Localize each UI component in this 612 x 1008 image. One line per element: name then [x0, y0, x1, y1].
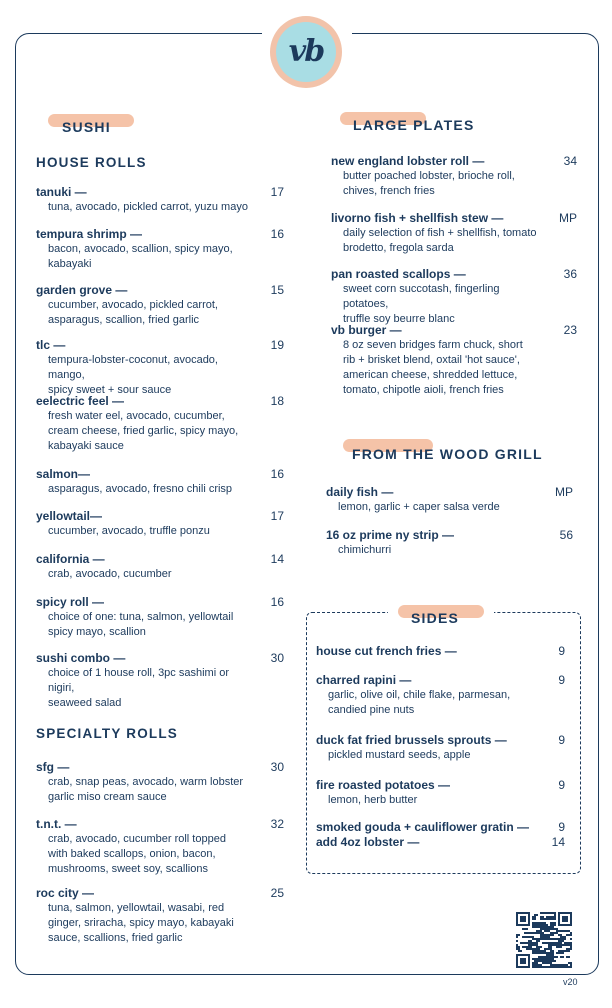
item-name: house cut french fries — [316, 644, 457, 658]
item-price: 56 [559, 528, 573, 542]
item-description: seaweed salad [48, 697, 122, 709]
item-price: 16 [270, 467, 284, 481]
menu-item [316, 673, 535, 718]
item-price: 18 [270, 394, 284, 408]
item-name: yellowtail— [36, 509, 103, 523]
item-name: pan roasted scallops — [331, 267, 466, 281]
menu-item [316, 733, 535, 763]
item-price: 15 [270, 283, 284, 297]
item-description: tomato, chipotle aioli, french fries [343, 384, 504, 396]
item-price: 34 [563, 154, 577, 168]
item-description: sauce, scallions, fried garlic [48, 932, 183, 944]
item-description: 8 oz seven bridges farm chuck, short [343, 339, 523, 351]
menu-item [316, 778, 535, 808]
item-name: tanuki — [36, 185, 87, 199]
specialty-rolls-title: SPECIALTY ROLLS [36, 726, 179, 741]
item-name: roc city — [36, 886, 95, 900]
menu-item [36, 817, 254, 877]
menu-item [326, 528, 543, 558]
item-description: choice of 1 house roll, 3pc sashimi or nigiri, [48, 667, 229, 694]
item-description: crab, snap peas, avocado, warm lobster [48, 776, 244, 788]
item-name: smoked gouda + cauliflower gratin — [316, 820, 530, 834]
item-price: 16 [270, 227, 284, 241]
item-name: new england lobster roll — [331, 154, 485, 168]
item-price: MP [555, 485, 573, 499]
menu-item [331, 267, 547, 327]
large-plates-title: LARGE PLATES [353, 117, 475, 133]
menu-item [36, 509, 254, 539]
item-name: livorno fish + shellfish stew — [331, 211, 504, 225]
item-description: with baked scallops, onion, bacon, [48, 848, 216, 860]
item-name: spicy roll — [36, 595, 105, 609]
item-description: cucumber, avocado, pickled carrot, [48, 299, 218, 311]
item-description: american cheese, shredded lettuce, [343, 369, 518, 381]
item-description: bacon, avocado, scallion, spicy mayo, [48, 243, 233, 255]
item-name: sfg — [36, 760, 70, 774]
sides-title: SIDES [411, 610, 460, 626]
vb-logo [270, 16, 342, 88]
item-name: fire roasted potatoes — [316, 778, 451, 792]
item-price: 16 [270, 595, 284, 609]
item-price: 9 [558, 733, 565, 747]
item-price: 9 [558, 820, 565, 834]
item-name: tempura shrimp — [36, 227, 143, 241]
sushi-title: SUSHI [62, 119, 111, 135]
menu-item [331, 154, 547, 199]
item-description: crab, avocado, cucumber [48, 568, 172, 580]
menu-item [331, 211, 547, 256]
house-rolls-title: HOUSE ROLLS [36, 155, 147, 170]
item-price: MP [559, 211, 577, 225]
item-price: 9 [558, 644, 565, 658]
item-description: cucumber, avocado, truffle ponzu [48, 525, 210, 537]
item-description: mushrooms, sweet soy, scallions [48, 863, 208, 875]
item-name: eelectric feel — [36, 394, 125, 408]
item-description: ginger, sriracha, spicy mayo, kabayaki [48, 917, 234, 929]
item-name: duck fat fried brussels sprouts — [316, 733, 507, 747]
item-name: charred rapini — [316, 673, 412, 687]
item-price: 30 [270, 651, 284, 665]
item-price: 23 [563, 323, 577, 337]
menu-item [36, 394, 254, 454]
item-description: rib + brisket blend, oxtail 'hot sauce', [343, 354, 520, 366]
item-name: salmon— [36, 467, 91, 481]
item-description: daily selection of fish + shellfish, tomato [343, 227, 537, 239]
item-description: lemon, herb butter [328, 794, 418, 806]
version-label: v20 [563, 977, 578, 987]
menu-item [36, 283, 254, 328]
qr-code-icon [516, 912, 572, 968]
item-price: 17 [270, 185, 284, 199]
logo-text: vb [288, 34, 324, 69]
item-description: candied pine nuts [328, 704, 415, 716]
item-description: tempura-lobster-coconut, avocado, mango, [48, 354, 218, 381]
item-description: kabayaki [48, 258, 92, 270]
item-name: t.n.t. — [36, 817, 77, 831]
item-description: choice of one: tuna, salmon, yellowtail [48, 611, 234, 623]
item-name: daily fish — [326, 485, 394, 499]
item-description: butter poached lobster, brioche roll, [343, 170, 515, 182]
item-description: cream cheese, fried garlic, spicy mayo, [48, 425, 239, 437]
menu-item [316, 820, 535, 835]
item-description: tuna, salmon, yellowtail, wasabi, red [48, 902, 225, 914]
item-description: pickled mustard seeds, apple [328, 749, 471, 761]
item-price: 14 [270, 552, 284, 566]
menu-item [36, 552, 254, 582]
menu-item [36, 227, 254, 272]
item-price: 25 [270, 886, 284, 900]
menu-item [36, 467, 254, 497]
item-description: crab, avocado, cucumber roll topped [48, 833, 226, 845]
item-description: garlic, olive oil, chile flake, parmesan, [328, 689, 511, 701]
item-name: sushi combo — [36, 651, 126, 665]
item-description: brodetto, fregola sarda [343, 242, 454, 254]
item-description: spicy mayo, scallion [48, 626, 146, 638]
menu-item [326, 485, 543, 515]
item-description: asparagus, avocado, fresno chili crisp [48, 483, 233, 495]
item-description: garlic miso cream sauce [48, 791, 167, 803]
item-price: 32 [270, 817, 284, 831]
item-description: spicy sweet + sour sauce [48, 384, 172, 396]
menu-item [36, 338, 254, 398]
item-price: 9 [558, 673, 565, 687]
item-name: california — [36, 552, 105, 566]
item-description: fresh water eel, avocado, cucumber, [48, 410, 225, 422]
menu-item [36, 886, 254, 946]
item-description: kabayaki sauce [48, 440, 124, 452]
item-name: 16 oz prime ny strip — [326, 528, 455, 542]
item-name: garden grove — [36, 283, 128, 297]
item-description: chimichurri [338, 544, 392, 556]
item-description: lemon, garlic + caper salsa verde [338, 501, 500, 513]
item-description: sweet corn succotash, fingerling potatoes, [343, 283, 500, 310]
item-price: 36 [563, 267, 577, 281]
item-description: truffle soy beurre blanc [343, 313, 455, 325]
menu-item [36, 651, 254, 711]
menu-item [316, 835, 535, 850]
item-price: 14 [551, 835, 565, 849]
item-description: chives, french fries [343, 185, 435, 197]
menu-item [36, 595, 254, 640]
menu-item [36, 185, 254, 215]
item-name: tlc — [36, 338, 66, 352]
item-description: tuna, avocado, pickled carrot, yuzu mayo [48, 201, 248, 213]
item-name: add 4oz lobster — [316, 835, 420, 849]
item-description: asparagus, scallion, fried garlic [48, 314, 200, 326]
item-price: 19 [270, 338, 284, 352]
item-price: 30 [270, 760, 284, 774]
item-price: 17 [270, 509, 284, 523]
menu-item [316, 644, 535, 659]
wood-grill-title: FROM THE WOOD GRILL [352, 446, 543, 462]
menu-item [331, 323, 547, 398]
item-name: vb burger — [331, 323, 402, 337]
menu-item [36, 760, 254, 805]
item-price: 9 [558, 778, 565, 792]
